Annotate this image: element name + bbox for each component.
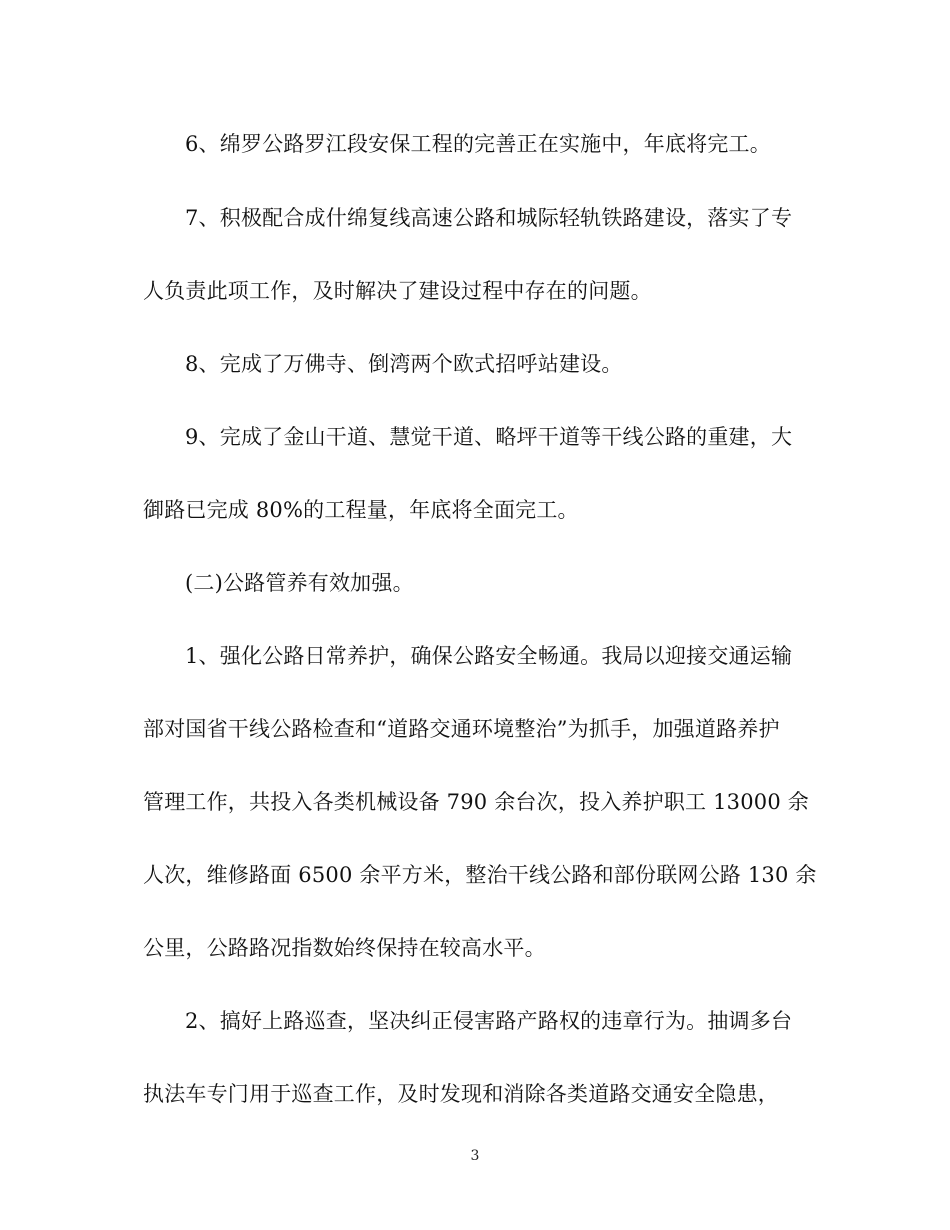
section-heading: (二)公路管养有效加强。 — [185, 571, 414, 595]
paragraph-2-line-1: 2、搞好上路巡查，坚决纠正侵害路产路权的违章行为。抽调多台 — [185, 1009, 793, 1033]
paragraph-2-line-2: 执法车专门用于巡查工作，及时发现和消除各类道路交通安全隐患， — [143, 1082, 779, 1106]
paragraph-7-line-2: 人负责此项工作，及时解决了建设过程中存在的问题。 — [143, 279, 652, 303]
paragraph-8-line: 8、完成了万佛寺、倒湾两个欧式招呼站建设。 — [185, 352, 623, 376]
paragraph-1-line-1: 1、强化公路日常养护，确保公路安全畅通。我局以迎接交通运输 — [185, 644, 793, 668]
paragraph-9-line-1: 9、完成了金山干道、慧觉干道、略坪干道等干线公路的重建，大 — [185, 425, 793, 449]
paragraph-1-line-5: 公里，公路路况指数始终保持在较高水平。 — [143, 936, 546, 960]
paragraph-1-line-3: 管理工作，共投入各类机械设备 790 余台次，投入养护职工 13000 余 — [143, 790, 809, 814]
paragraph-6-line: 6、绵罗公路罗江段安保工程的完善正在实施中，年底将完工。 — [185, 132, 771, 156]
paragraph-7-line-1: 7、积极配合成什绵复线高速公路和城际轻轨铁路建设，落实了专 — [185, 206, 793, 230]
paragraph-9-line-2: 御路已完成 80%的工程量，年底将全面完工。 — [143, 498, 579, 522]
paragraph-1-line-4: 人次，维修路面 6500 余平方米，整治干线公路和部份联网公路 130 余 — [143, 863, 817, 887]
page-number: 3 — [470, 1148, 480, 1164]
paragraph-1-line-2: 部对国省干线公路检查和“道路交通环境整治”为抓手，加强道路养护 — [143, 717, 780, 741]
